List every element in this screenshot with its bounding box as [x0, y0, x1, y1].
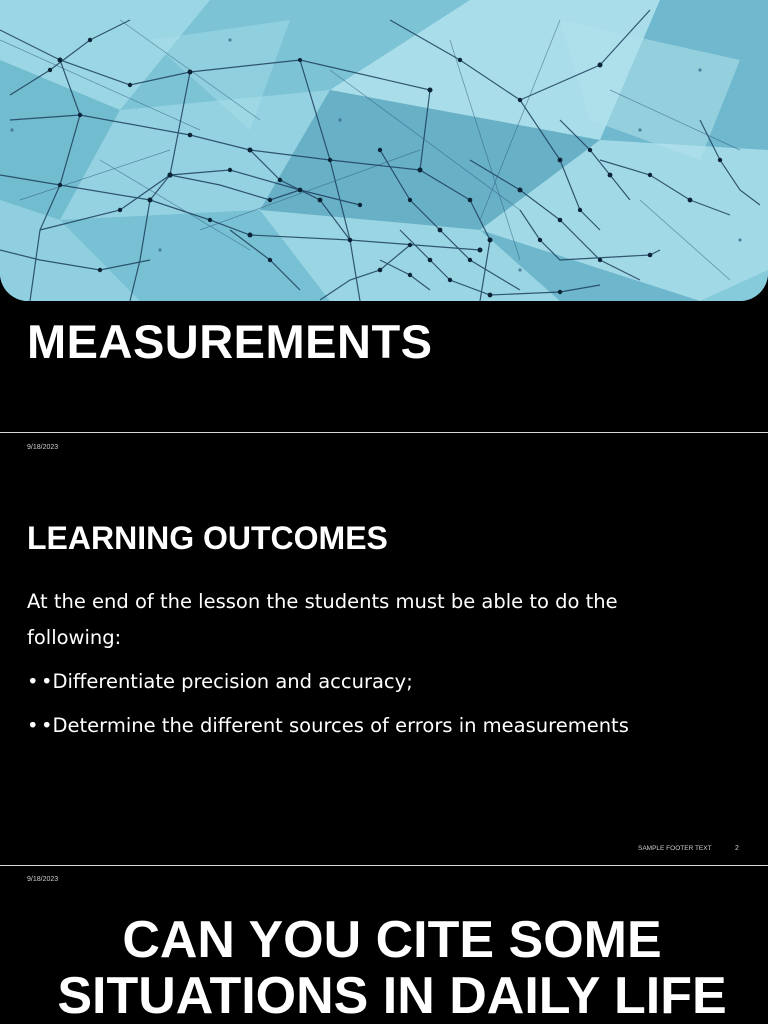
slide-2-title: LEARNING OUTCOMES: [27, 520, 388, 556]
bullet-dot-icon: •: [27, 714, 39, 737]
list-item-text: •Determine the different sources of errors in measurements: [41, 714, 629, 737]
slide-1-title: MEASUREMENTS: [27, 315, 433, 368]
bullet-dot-icon: •: [27, 670, 39, 693]
slide-3-title: CAN YOU CITE SOME SITUATIONS IN DAILY LIFE: [57, 911, 727, 1024]
slide-3-date: 9/18/2023: [27, 876, 59, 883]
page-number: 2: [735, 845, 739, 852]
slide-2-body: [27, 584, 667, 752]
outcomes-list: [27, 664, 667, 744]
network-hero-image: [0, 0, 768, 301]
intro-text: At the end of the lesson the students must be able to do the following:: [27, 590, 618, 649]
slide-3: [0, 867, 768, 1024]
list-item: [27, 664, 667, 700]
slide-footer: SAMPLE FOOTER TEXT: [638, 845, 712, 852]
slide-divider: [0, 432, 768, 433]
slide-2-date: 9/18/2023: [27, 444, 59, 451]
slide-1: [0, 0, 768, 432]
list-item: [27, 708, 667, 744]
list-item-text: •Differentiate precision and accuracy;: [41, 670, 413, 693]
slide-2: [0, 434, 768, 865]
slide-divider: [0, 865, 768, 866]
